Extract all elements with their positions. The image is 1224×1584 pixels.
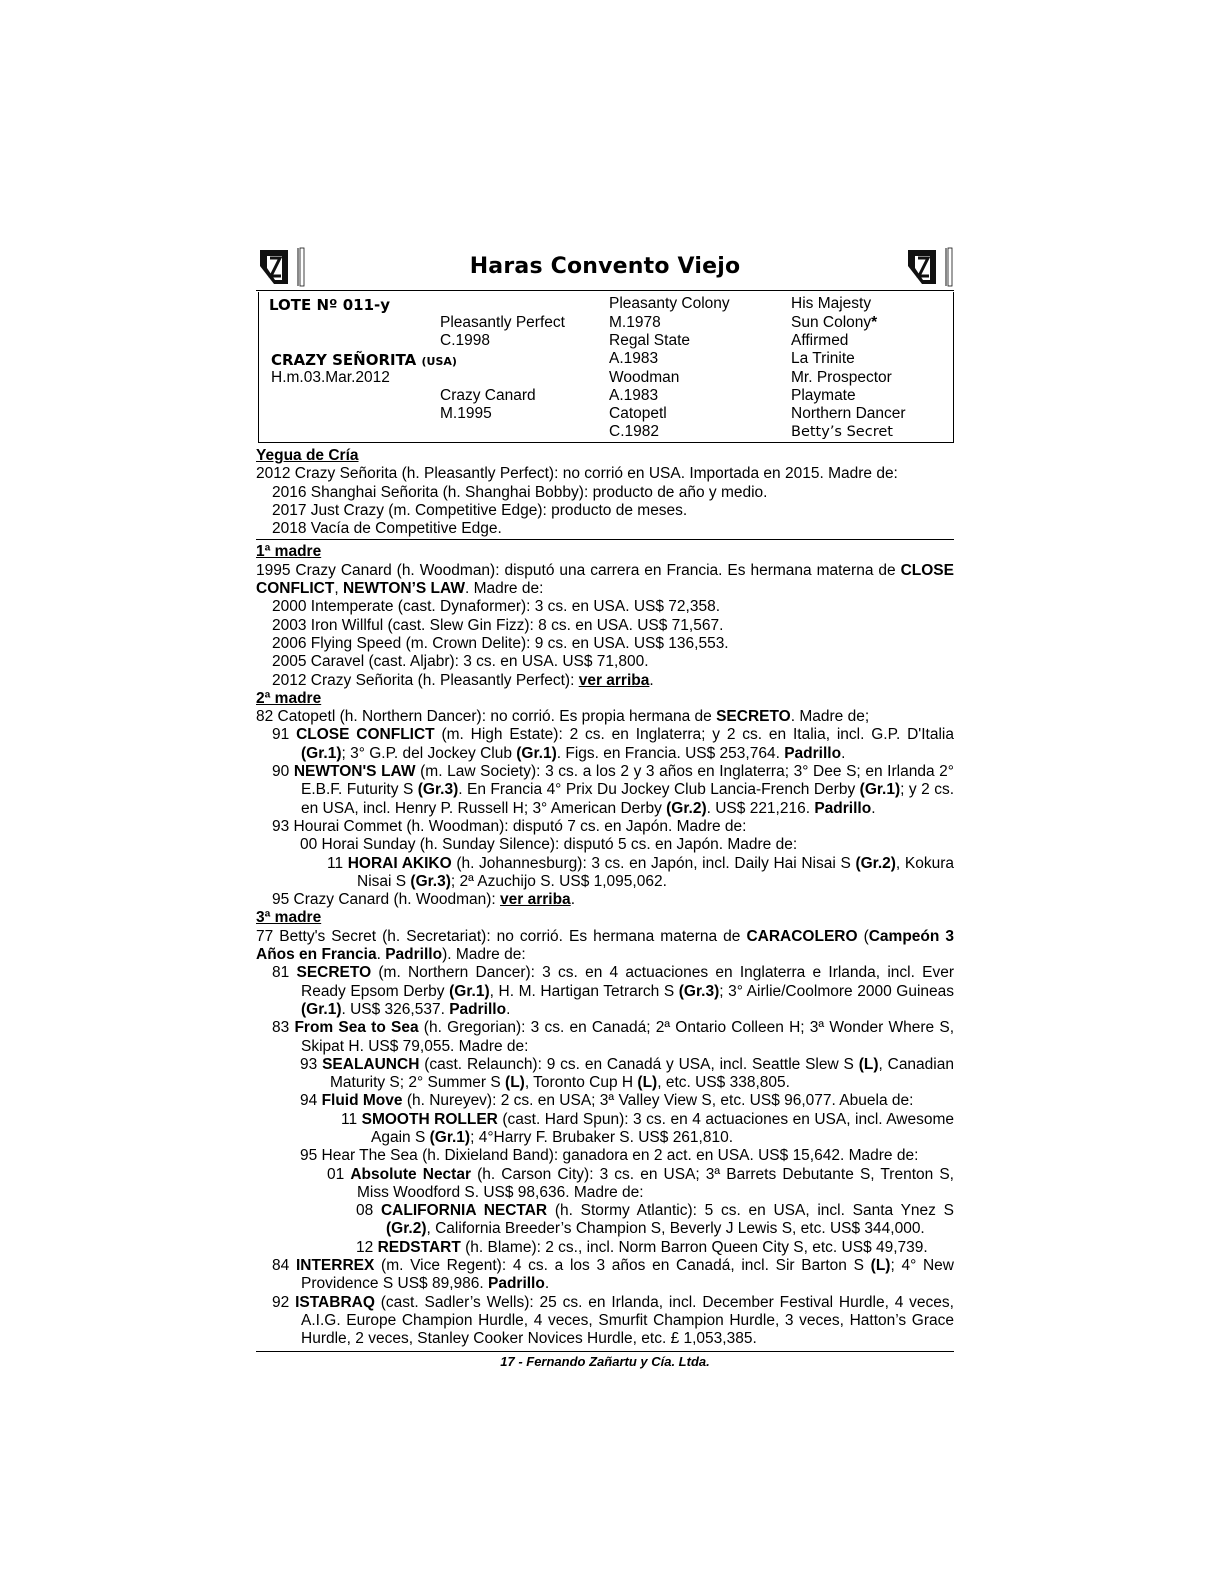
great-grandsire-5: Mr. Prospector xyxy=(791,369,892,386)
dam-info: M.1995 xyxy=(440,405,492,422)
section-heading: Yegua de Cría xyxy=(256,447,359,464)
great-grandsire-7: Northern Dancer xyxy=(791,405,906,422)
grandsire-1: Pleasanty Colony xyxy=(609,295,730,312)
list-item: 90 NEWTON'S LAW (m. Law Society): 3 cs. a los 2 y 3 años en Inglaterra; 3° Dee S; en Irlanda 2° E.B.F. Futurity S (Gr.3). En Francia 4° Prix Du Jockey Club Lancia-French Derby (Gr.1); y 2 cs. en USA, incl. Henry P. Russell H; 3° American Derby (Gr.2). US$ 221,216. Padrillo. xyxy=(272,763,955,817)
list-item: 95 Crazy Canard (h. Woodman): ver arriba. xyxy=(272,891,575,909)
great-grandsire-4: La Trinite xyxy=(791,350,855,367)
grandsire-2-info: A.1983 xyxy=(609,350,659,367)
horse-info: H.m.03.Mar.2012 xyxy=(271,369,390,386)
great-grandsire-1: His Majesty xyxy=(791,295,872,312)
ver-arriba-link: ver arriba xyxy=(578,671,650,689)
list-item: 01 Absolute Nectar (h. Carson City): 3 cs. en USA; 3ª Barrets Debutante S, Trenton S, Miss Woodford S. US$ 98,636. Madre de: xyxy=(327,1165,954,1201)
list-item: 94 Fluid Move (h. Nureyev): 2 cs. en USA; 3ª Valley View S, etc. US$ 96,077. Abuela de: xyxy=(300,1092,914,1110)
list-item: 81 SECRETO (m. Northern Dancer): 3 cs. en 4 actuaciones en Inglaterra e Irlanda, incl. Ever Ready Epsom Derby (Gr.1), H. M. Hartigan Tetrarch S (Gr.3); 3° Airlie/Coolmore 2000 Guineas (Gr.1). US$ 326,537. Padrillo. xyxy=(272,964,954,1018)
great-grandsire-6: Playmate xyxy=(791,387,856,404)
list-item: 84 INTERREX (m. Vice Regent): 4 cs. a los 3 años en Canadá, incl. Sir Barton S (L); 4° New Providence S US$ 89,986. Padrillo. xyxy=(272,1257,954,1293)
grandsire-4-info: C.1982 xyxy=(609,423,659,440)
list-item: 11 SMOOTH ROLLER (cast. Hard Spun): 3 cs. en 4 actuaciones en USA, incl. Awesome Again S (Gr.1); 4°Harry F. Brubaker S. US$ 261,810. xyxy=(341,1110,954,1146)
list-item: 2016 Shanghai Señorita (h. Shanghai Bobby): producto de año y medio. xyxy=(272,483,768,501)
divider xyxy=(256,539,954,540)
grandsire-3: Woodman xyxy=(609,369,680,386)
pedigree-table xyxy=(258,292,954,443)
list-item: 93 Hourai Commet (h. Woodman): disputó 7 cs. en Japón. Madre de: xyxy=(272,817,747,835)
great-grandsire-8: Betty’s Secret xyxy=(791,424,893,440)
list-item: 2005 Caravel (cast. Aljabr): 3 cs. en USA. US$ 71,800. xyxy=(272,653,649,671)
list-item: 2006 Flying Speed (m. Crown Delite): 9 cs. en USA. US$ 136,553. xyxy=(272,634,729,652)
list-item: 92 ISTABRAQ (cast. Sadler’s Wells): 25 cs. en Irlanda, incl. December Festival Hurdle, 4 veces, A.I.G. Europe Champion Hurdle, 4 veces, Smurfit Champion Hurdle, 3 veces, Hatton’s Grace Hurdle, 2 veces, Stanley Cooker Novices Hurdle, etc. £ 1,053,385. xyxy=(272,1293,954,1348)
section-yegua xyxy=(256,447,954,538)
haras-logo-right xyxy=(906,244,954,290)
list-item: 2018 Vacía de Competitive Edge. xyxy=(272,520,502,538)
grandsire-1-info: M.1978 xyxy=(609,314,661,331)
madre3-intro: 77 Betty's Secret (h. Secretariat): no corrió. Es hermana materna de CARACOLERO (Campeón 3 Años en Francia. Padrillo). Madre de: xyxy=(256,927,954,964)
list-item: 83 From Sea to Sea (h. Gregorian): 3 cs. en Canadá; 2ª Ontario Colleen H; 3ª Wonder Where S, Skipat H. US$ 79,055. Madre de: xyxy=(272,1019,954,1055)
dam-name: Crazy Canard xyxy=(440,387,536,404)
ver-arriba-link: ver arriba xyxy=(500,891,571,909)
section-heading: 1ª madre xyxy=(256,543,322,561)
section-madre-3 xyxy=(256,909,954,1348)
list-item: 2000 Intemperate (cast. Dynaformer): 3 cs. en USA. US$ 72,358. xyxy=(272,598,720,616)
section-heading: 3ª madre xyxy=(256,909,322,927)
list-item: 93 SEALAUNCH (cast. Relaunch): 9 cs. en Canadá y USA, incl. Seattle Slew S (L), Canadian Maturity S; 2° Summer S (L), Toronto Cup H (L), etc. US$ 338,805. xyxy=(300,1055,954,1092)
section-madre-2 xyxy=(256,690,954,910)
madre2-intro: 82 Catopetl (h. Northern Dancer): no corrió. Es propia hermana de SECRETO. Madre de; xyxy=(256,708,870,726)
list-item: 12 REDSTART (h. Blame): 2 cs., incl. Norm Barron Queen City S, etc. US$ 49,739. xyxy=(356,1238,928,1256)
list-item: 11 HORAI AKIKO (h. Johannesburg): 3 cs. en Japón, incl. Daily Hai Nisai S (Gr.2), Kokura Nisai S (Gr.3); 2ª Azuchijo S. US$ 1,095,062. xyxy=(327,854,954,890)
grandsire-4: Catopetl xyxy=(609,405,667,422)
section-madre-1 xyxy=(256,543,954,689)
section-heading: 2ª madre xyxy=(256,689,322,707)
list-item: 08 CALIFORNIA NECTAR (h. Stormy Atlantic): 5 cs. en USA, incl. Santa Ynez S (Gr.2), California Breeder’s Champion S, Beverly J Lewis S, etc. US$ 344,000. xyxy=(356,1202,954,1238)
great-grandsire-2: Sun Colony* xyxy=(791,314,878,331)
great-grandsire-3: Affirmed xyxy=(791,332,849,349)
sire-name: Pleasantly Perfect xyxy=(440,314,565,331)
page-footer: 17 - Fernando Zañartu y Cía. Ltda. xyxy=(256,1351,954,1369)
grandsire-3-info: A.1983 xyxy=(609,387,659,404)
list-item: 95 Hear The Sea (h. Dixieland Band): ganadora en 2 act. en USA. US$ 15,642. Madre de: xyxy=(300,1147,919,1165)
asterisk-mark: * xyxy=(871,314,878,331)
horse-name: CRAZY SEÑORITA (USA) xyxy=(271,351,457,369)
lot-number: LOTE Nº 011-y xyxy=(269,296,391,314)
catalog-page xyxy=(256,244,954,1369)
list-item: 91 CLOSE CONFLICT (m. High Estate): 2 cs. en Inglaterra; y 2 cs. en Italia, incl. G.P. D'Italia (Gr.1); 3° G.P. del Jockey Club (Gr.1). Figs. en Francia. US$ 253,764. Padrillo. xyxy=(272,726,954,762)
list-item: 2012 Crazy Señorita (h. Pleasantly Perfect): ver arriba. xyxy=(272,671,654,689)
list-item: 2017 Just Crazy (m. Competitive Edge): producto de meses. xyxy=(272,501,688,519)
grandsire-2: Regal State xyxy=(609,332,690,349)
list-item: 00 Horai Sunday (h. Sunday Silence): disputó 5 cs. en Japón. Madre de: xyxy=(300,836,798,854)
sire-info: C.1998 xyxy=(440,332,490,349)
page-title: Haras Convento Viejo xyxy=(469,254,741,279)
page-header xyxy=(256,244,954,291)
list-item: 2003 Iron Willful (cast. Slew Gin Fizz): 8 cs. en USA. US$ 71,567. xyxy=(272,616,724,634)
yegua-main: 2012 Crazy Señorita (h. Pleasantly Perfect): no corrió en USA. Importada en 2015. Madre de: xyxy=(256,465,898,483)
madre1-intro: 1995 Crazy Canard (h. Woodman): disputó una carrera en Francia. Es hermana materna de CLOSE CONFLICT, NEWTON’S LAW. Madre de: xyxy=(256,561,954,598)
